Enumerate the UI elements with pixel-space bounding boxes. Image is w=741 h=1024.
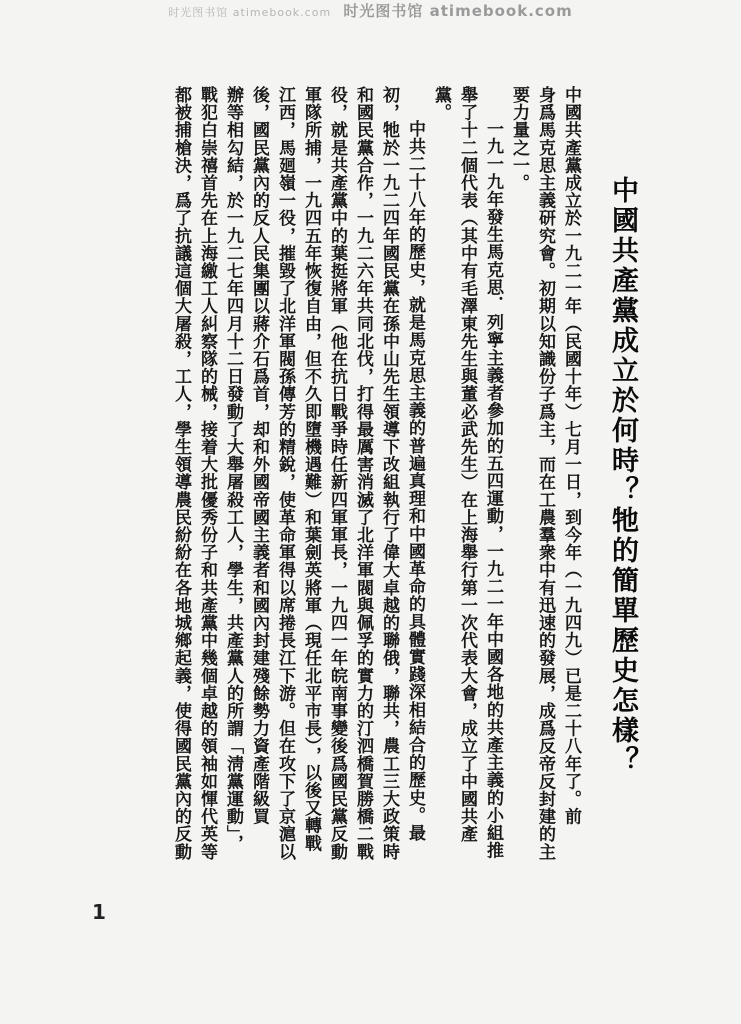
paragraph-3-line-7: 後，國民黨內的反人民集團以蔣介石爲首，却和外國帝國主義者和國內封建殘餘勢力資產階級買 bbox=[249, 86, 269, 826]
paragraph-3-line-2: 初，牠於一九二四年國民黨在孫中山先生領導下改組執行了偉大卓越的聯俄，聯共，農工三大政策時 bbox=[379, 86, 399, 861]
paragraph-3-line-4: 役，就是共產黨中的葉挺將軍（他在抗日戰爭時任新四軍軍長，一九四一年皖南事變後爲國民黨反動 bbox=[327, 86, 347, 861]
paragraph-3-line-8: 辦等相勾結，於一九二七年四月十二日發動了大舉屠殺工人，學生，共產黨人的所謂「淸黨運動」， bbox=[223, 86, 243, 852]
paragraph-1-line-2: 身爲馬克思主義研究會。初期以知識份子爲主，而在工農羣衆中有迅速的發展，成爲反帝反封建的主 bbox=[535, 86, 555, 861]
paragraph-3-line-5: 軍隊所捕，一九四五年恢復自由，但不久即墮機遇難）和葉劍英將軍（現任北平市長），以後又轉戰 bbox=[301, 86, 321, 852]
paragraph-3-line-1: 中共二十八年的歷史，就是馬克思主義的普遍真理和中國革命的具體實踐深相結合的歷史。最 bbox=[405, 120, 425, 842]
page-title: 中國共產黨成立於何時？牠的簡單歷史怎樣？ bbox=[607, 176, 638, 776]
watermark-main: 时光图书馆 atimebook.com bbox=[343, 2, 573, 20]
page-text-body bbox=[86, 86, 642, 886]
paragraph-3-line-6: 江西，馬廻嶺一役，摧毀了北洋軍閥孫傳芳的精銳，使革命軍得以席捲長江下游。但在攻下了京滬以 bbox=[275, 86, 295, 861]
paragraph-2-line-3: 黨。 bbox=[431, 86, 451, 122]
paragraph-1-line-3: 要力量之一。 bbox=[509, 86, 529, 192]
watermark bbox=[0, 0, 741, 22]
paragraph-3-line-10: 都被捕槍決，爲了抗議這個大屠殺，工人，學生領導農民紛紛在各地城鄉起義，使得國民黨內的反動 bbox=[171, 86, 191, 861]
paragraph-1-line-1: 中國共產黨成立於一九二一年（民國十年）七月一日，到今年（一九四九）已是二十八年了。前 bbox=[561, 86, 581, 826]
page-number: 1 bbox=[92, 900, 106, 924]
watermark-faint: 时光图书馆 atimebook.com bbox=[168, 6, 332, 19]
paragraph-2-line-2: 舉了十二個代表（其中有毛澤東先生與董必武先生）在上海舉行第一次代表大會，成立了中國共產 bbox=[457, 86, 477, 843]
paragraph-2-line-1: 一九一九年發生馬克思．列寧主義者參加的五四運動，一九二一年中國各地的共產主義的小組推 bbox=[483, 120, 503, 860]
paragraph-3-line-3: 和國民黨合作，一九二六年共同北伐，打得最厲害消滅了北洋軍閥與佩孚的實力的汀泗橋賀勝橋二戰 bbox=[353, 86, 373, 861]
paragraph-3-line-9: 戰犯白崇禧首先在上海繳工人糾察隊的械，接着大批優秀份子和共產黨中幾個卓越的領袖如惲代英等 bbox=[197, 86, 217, 861]
